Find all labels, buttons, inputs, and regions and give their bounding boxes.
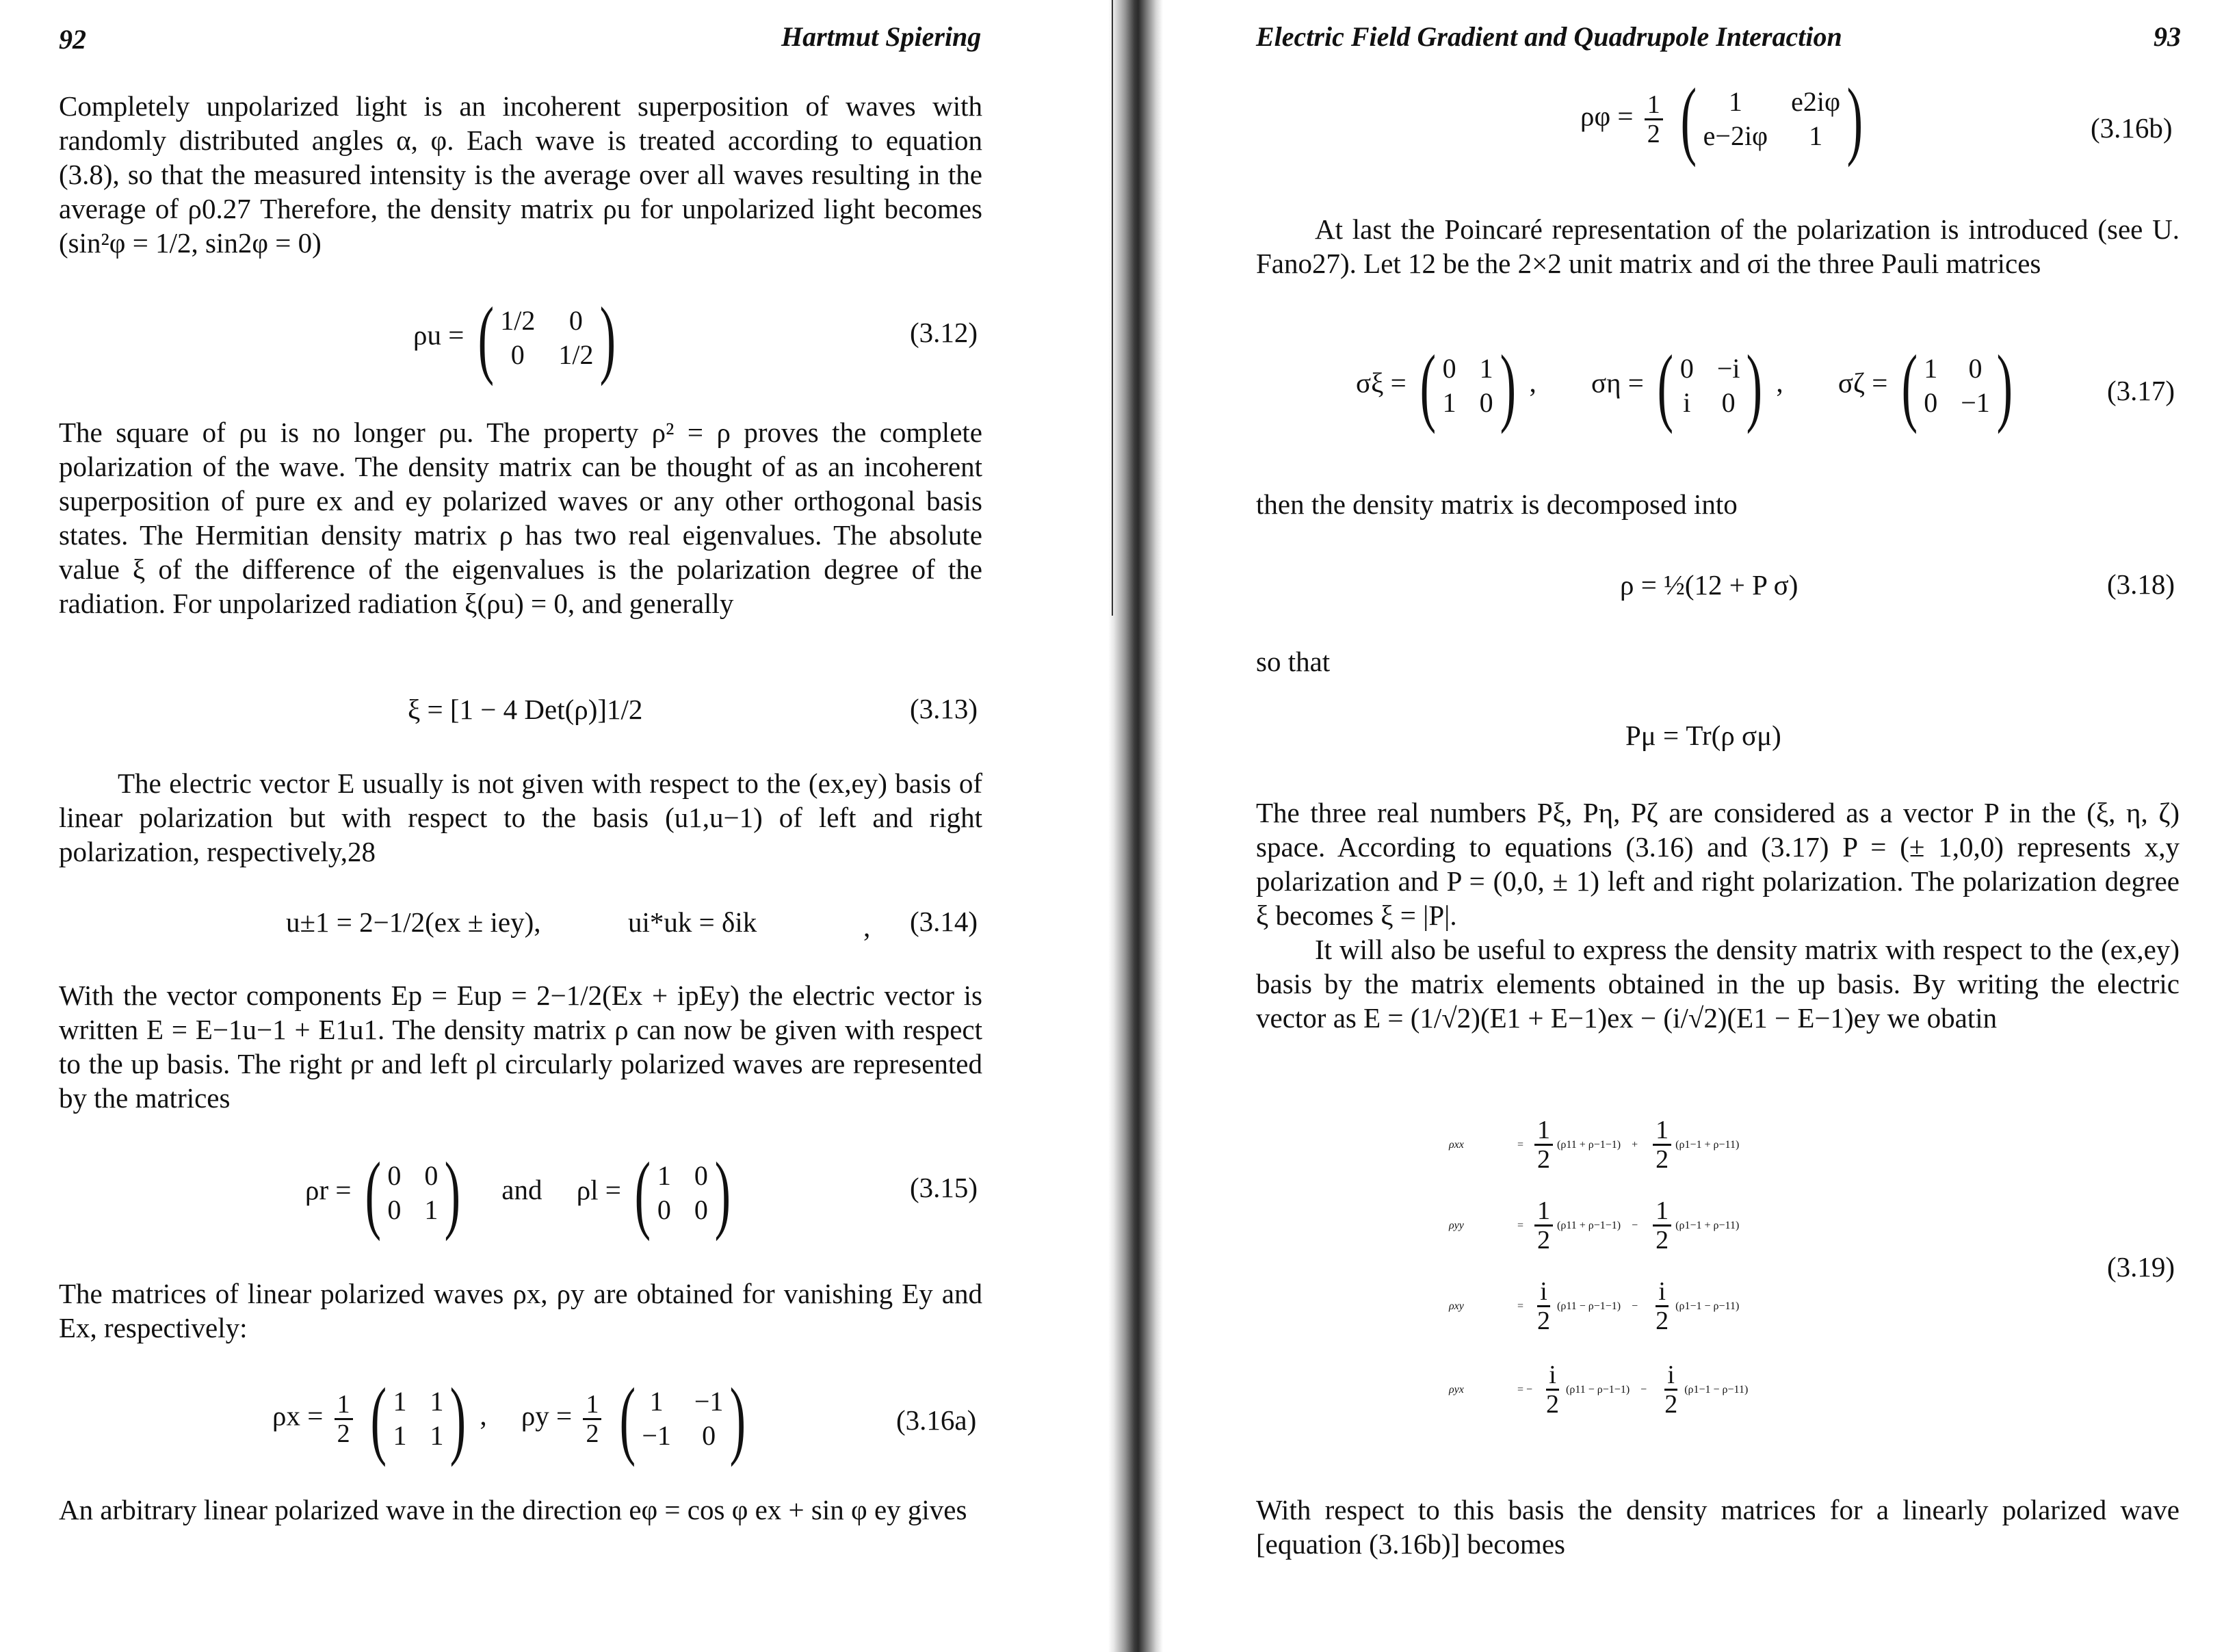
equation-number: (3.18) (2107, 568, 2175, 600)
matrix-sigma-eta: ( 0 −i i 0 ) (1657, 337, 1763, 434)
matrix-cell: 0 (387, 1160, 402, 1191)
matrix-cell: e−2iφ (1703, 120, 1768, 151)
matrix-rho-l: ( 1 0 0 0 ) (634, 1144, 731, 1242)
eq-3-16a-lhs-x: ρx = (272, 1400, 324, 1432)
equation-number: (3.13) (910, 693, 978, 724)
eq-3-19-coef (1534, 1197, 1553, 1254)
fraction-denominator: 2 (1664, 1390, 1678, 1419)
matrix-cell: 1 (657, 1160, 671, 1191)
matrix-cell: 0 (1679, 353, 1694, 384)
equation-number: (3.16b) (2091, 112, 2173, 144)
eq-3-19-op: − (1640, 1383, 1647, 1395)
paragraph-5: The matrices of linear polarized waves ρx, ρy are obtained for vanishing Ey and Ex, respectively: (59, 1278, 982, 1343)
fraction-denominator: 2 (1537, 1145, 1551, 1174)
eq-3-19-eq: = (1517, 1138, 1524, 1151)
fraction-half (583, 1391, 601, 1447)
eq-3-19-coef (1662, 1361, 1680, 1418)
equation-3-16b (1580, 70, 1870, 168)
paragraph-6: An arbitrary linear polarized wave in the direction eφ = cos φ ex + sin φ ey gives (59, 1494, 967, 1525)
eq-3-19-term: (ρ11 + ρ−1−1) (1557, 1138, 1621, 1151)
eq-3-19-row-yy (1449, 1197, 1739, 1254)
equation-3-14a: u±1 = 2−1/2(ex ± iey), (286, 906, 541, 938)
eq-3-19-term: (ρ11 + ρ−1−1) (1557, 1219, 1621, 1231)
page-number-right: 93 (2154, 21, 2181, 52)
equation-3-12 (413, 289, 623, 386)
matrix-cell: −1 (642, 1420, 671, 1451)
left-page (0, 0, 1108, 1652)
equation-number: (3.19) (2107, 1251, 2175, 1283)
matrix-cell: e2iφ (1791, 86, 1841, 117)
fraction-numerator: i (1537, 1278, 1550, 1307)
matrix-cell: 0 (510, 339, 525, 370)
eq-3-15-lhs-l: ρl = (576, 1174, 621, 1206)
matrix-cell: 1 (393, 1420, 407, 1451)
eq-3-19-lhs: ρxy (1449, 1300, 1464, 1312)
eq-3-12-lhs: ρu = (413, 319, 465, 351)
fraction-numerator: 1 (1645, 91, 1663, 120)
fraction-numerator: 1 (1653, 1197, 1671, 1227)
matrix-cell: 0 (1924, 387, 1938, 418)
eq-3-19-coef (1653, 1197, 1671, 1254)
eq-3-19-term: (ρ1−1 − ρ−11) (1675, 1300, 1740, 1312)
eq-3-19-coef (1534, 1278, 1553, 1335)
matrix-rho-x: ( 1 1 1 1 ) (370, 1370, 467, 1467)
right-page (1163, 0, 2224, 1652)
eq-3-15-and: and (501, 1174, 542, 1206)
matrix-cell: 0 (1721, 387, 1736, 418)
matrix-rho-phi: ( 1 e2iφ e−2iφ 1 ) (1680, 70, 1863, 168)
eq-3-17-lhs-eta: ση = (1591, 367, 1644, 399)
eq-3-19-lhs: ρxx (1449, 1138, 1464, 1151)
book-gutter-shadow (1108, 0, 1163, 1652)
matrix-cell: 0 (694, 1194, 708, 1225)
page-number-left: 92 (59, 24, 86, 55)
matrix-cell: −1 (1961, 387, 1990, 418)
eq-3-19-row-xy (1449, 1278, 1739, 1335)
paragraph-r3: so that (1256, 646, 1331, 677)
eq-3-17-comma: , (1776, 367, 1783, 399)
eq-3-19-lhs: ρyy (1449, 1219, 1464, 1231)
equation-p-mu: Pμ = Tr(ρ σμ) (1625, 720, 1781, 751)
fraction-numerator: 1 (1534, 1197, 1553, 1227)
eq-3-19-term: (ρ1−1 − ρ−11) (1684, 1383, 1749, 1395)
fraction-denominator: 2 (1656, 1307, 1669, 1335)
matrix-cell: 0 (424, 1160, 439, 1191)
equation-3-13: ξ = [1 − 4 Det(ρ)]1/2 (408, 694, 643, 725)
eq-3-19-op: − (1632, 1300, 1638, 1312)
paragraph-2: The square of ρu is no longer ρu. The property ρ² = ρ proves the complete polarization of the wave. The density matrix can be thought of as an incoherent superposition of pure ex and ey polarized waves or any other orthogonal basis states. The Hermitian density matrix ρ has two real eigenvalues. The absolute value ξ of the difference of the eigenvalues is the polarization degree of the radiation. For unpolarized radiation ξ(ρu) = 0, and generally (59, 417, 982, 619)
eq-3-19-term: (ρ11 − ρ−1−1) (1566, 1383, 1630, 1395)
equation-number: (3.16a) (896, 1404, 977, 1436)
eq-3-19-op: + (1632, 1138, 1638, 1151)
matrix-cell: 0 (1968, 353, 1983, 384)
equation-3-15 (305, 1144, 737, 1242)
matrix-cell: 1 (424, 1194, 439, 1225)
matrix-cell: 0 (1479, 387, 1493, 418)
eq-3-19-eq: = (1517, 1300, 1524, 1312)
fraction-denominator: 2 (337, 1419, 350, 1448)
fraction-half (1645, 91, 1663, 148)
matrix-cell: 0 (1442, 353, 1456, 384)
matrix-cell: i (1683, 387, 1691, 418)
eq-3-19-term: (ρ11 − ρ−1−1) (1557, 1300, 1621, 1312)
paragraph-r1: At last the Poincaré representation of the polarization is introduced (see U. Fano27). Let 12 be the 2×2 unit matrix and σi the three Pauli matrices (1256, 213, 2180, 279)
eq-3-19-coef (1653, 1278, 1671, 1335)
equation-number: (3.15) (910, 1172, 978, 1203)
equation-3-16a (272, 1370, 753, 1467)
equation-number: (3.12) (910, 317, 978, 348)
matrix-cell: 1 (1479, 353, 1493, 384)
matrix-cell: 1 (1442, 387, 1456, 418)
running-head-left: Hartmut Spiering (781, 21, 982, 52)
matrix-cell: 1/2 (558, 339, 594, 370)
paragraph-r5: It will also be useful to express the density matrix with respect to the (ex,ey) basis by the matrix elements obtained in the up basis. By writing the electric vector as E = (1/√2)(E1 + E−1)ex − (i/√2)(E1 − E−1)ey we obatin (1256, 934, 2180, 1034)
fraction-denominator: 2 (586, 1419, 599, 1448)
fraction-numerator: 1 (1653, 1116, 1671, 1146)
equation-3-17 (1356, 337, 2019, 434)
equation-number: (3.14) (910, 906, 978, 937)
paragraph-4: With the vector components Ep = Eup = 2−1/2(Ex + ipEy) the electric vector is written E = E−1u−1 + E1u1. The density matrix ρ can now be given with respect to the up basis. The right ρr and left ρl circularly polarized waves are represented by the matrices (59, 980, 982, 1114)
matrix-cell: 1 (430, 1386, 444, 1417)
fraction-denominator: 2 (1647, 119, 1660, 148)
eq-3-16a-comma: , (480, 1400, 487, 1432)
paragraph-r4: The three real numbers Pξ, Pη, Pζ are considered as a vector P in the (ξ, η, ζ) space. According to equations (3.16) and (3.17) P = (± 1,0,0) represents x,y polarization and P = (0,0, ± 1) left and right polarization. The polarization degree ξ becomes ξ = |P|. (1256, 797, 2180, 931)
matrix-cell: 0 (657, 1194, 671, 1225)
fraction-denominator: 2 (1546, 1390, 1560, 1419)
eq-3-19-term: (ρ1−1 + ρ−11) (1675, 1219, 1740, 1231)
eq-3-16a-lhs-y: ρy = (521, 1400, 573, 1432)
matrix-sigma-zeta: ( 1 0 0 −1 ) (1901, 337, 2013, 434)
matrix-rho-r: ( 0 0 0 1 ) (365, 1144, 461, 1242)
fraction-numerator: 1 (583, 1391, 601, 1420)
book-gutter-edge (1112, 0, 1113, 616)
eq-3-17-lhs-zeta: σζ = (1837, 367, 1888, 399)
equation-3-18: ρ = ½(12 + P σ) (1620, 569, 1798, 601)
matrix-sigma-xi: ( 0 1 1 0 ) (1420, 337, 1516, 434)
matrix-cell: 1 (430, 1420, 444, 1451)
paragraph-r2: then the density matrix is decomposed into (1256, 488, 1738, 520)
fraction-numerator: i (1664, 1361, 1677, 1391)
matrix-cell: 0 (387, 1194, 402, 1225)
fraction-numerator: 1 (335, 1391, 353, 1420)
matrix-rho-u: ( 1/2 0 0 1/2 ) (477, 289, 616, 386)
paragraph-1: Completely unpolarized light is an incoherent superposition of waves with randomly distributed angles α, φ. Each wave is treated according to equation (3.8), so that the measured intensity is the average over all waves resulting in the average of ρ0.27 Therefore, the density matrix ρu for unpolarized light becomes (sin²φ = 1/2, sin2φ = 0) (59, 90, 982, 259)
eq-3-19-eq: = − (1517, 1383, 1533, 1395)
eq-3-19-lhs: ρyx (1449, 1383, 1464, 1395)
fraction-half (335, 1391, 353, 1447)
fraction-numerator: 1 (1534, 1116, 1553, 1146)
matrix-cell: −1 (694, 1386, 724, 1417)
eq-3-19-op: − (1632, 1219, 1638, 1231)
matrix-rho-y: ( 1 −1 −1 0 ) (619, 1370, 746, 1467)
eq-3-19-row-yx (1449, 1361, 1748, 1418)
equation-3-14b: ui*uk = δik (628, 906, 757, 938)
matrix-cell: 0 (702, 1420, 716, 1451)
fraction-denominator: 2 (1537, 1307, 1551, 1335)
matrix-cell: 1 (1809, 120, 1823, 151)
paragraph-3: The electric vector E usually is not given with respect to the (ex,ey) basis of linear polarization but with respect to the basis (u1,u−1) of left and right polarization, respectively,28 (59, 768, 982, 867)
fraction-numerator: i (1656, 1278, 1669, 1307)
running-head-right: Electric Field Gradient and Quadrupole Interaction (1256, 21, 1842, 52)
matrix-cell: 1 (1924, 353, 1938, 384)
eq-3-17-lhs-xi: σξ = (1356, 367, 1407, 399)
eq-3-17-comma: , (1529, 367, 1536, 399)
fraction-denominator: 2 (1656, 1226, 1669, 1255)
matrix-cell: 0 (568, 305, 583, 336)
matrix-cell: −i (1716, 353, 1740, 384)
eq-3-19-eq: = (1517, 1219, 1524, 1231)
eq-3-19-coef (1653, 1116, 1671, 1173)
equation-3-14-comma: , (863, 911, 871, 943)
matrix-cell: 1 (1728, 86, 1742, 117)
matrix-cell: 1 (393, 1386, 407, 1417)
matrix-cell: 0 (694, 1160, 708, 1191)
matrix-cell: 1/2 (500, 305, 536, 336)
fraction-denominator: 2 (1537, 1226, 1551, 1255)
eq-3-19-coef (1534, 1116, 1553, 1173)
paragraph-r6: With respect to this basis the density matrices for a linearly polarized wave [equation (3.16b)] becomes (1256, 1494, 2180, 1560)
fraction-numerator: i (1546, 1361, 1559, 1391)
eq-3-19-term: (ρ1−1 + ρ−11) (1675, 1138, 1740, 1151)
equation-number: (3.17) (2107, 375, 2175, 406)
matrix-cell: 1 (649, 1386, 664, 1417)
eq-3-19-row-xx (1449, 1116, 1739, 1173)
eq-3-16b-lhs: ρφ = (1580, 100, 1634, 132)
eq-3-19-coef (1543, 1361, 1562, 1418)
eq-3-15-lhs-r: ρr = (305, 1174, 352, 1206)
fraction-denominator: 2 (1656, 1145, 1669, 1174)
